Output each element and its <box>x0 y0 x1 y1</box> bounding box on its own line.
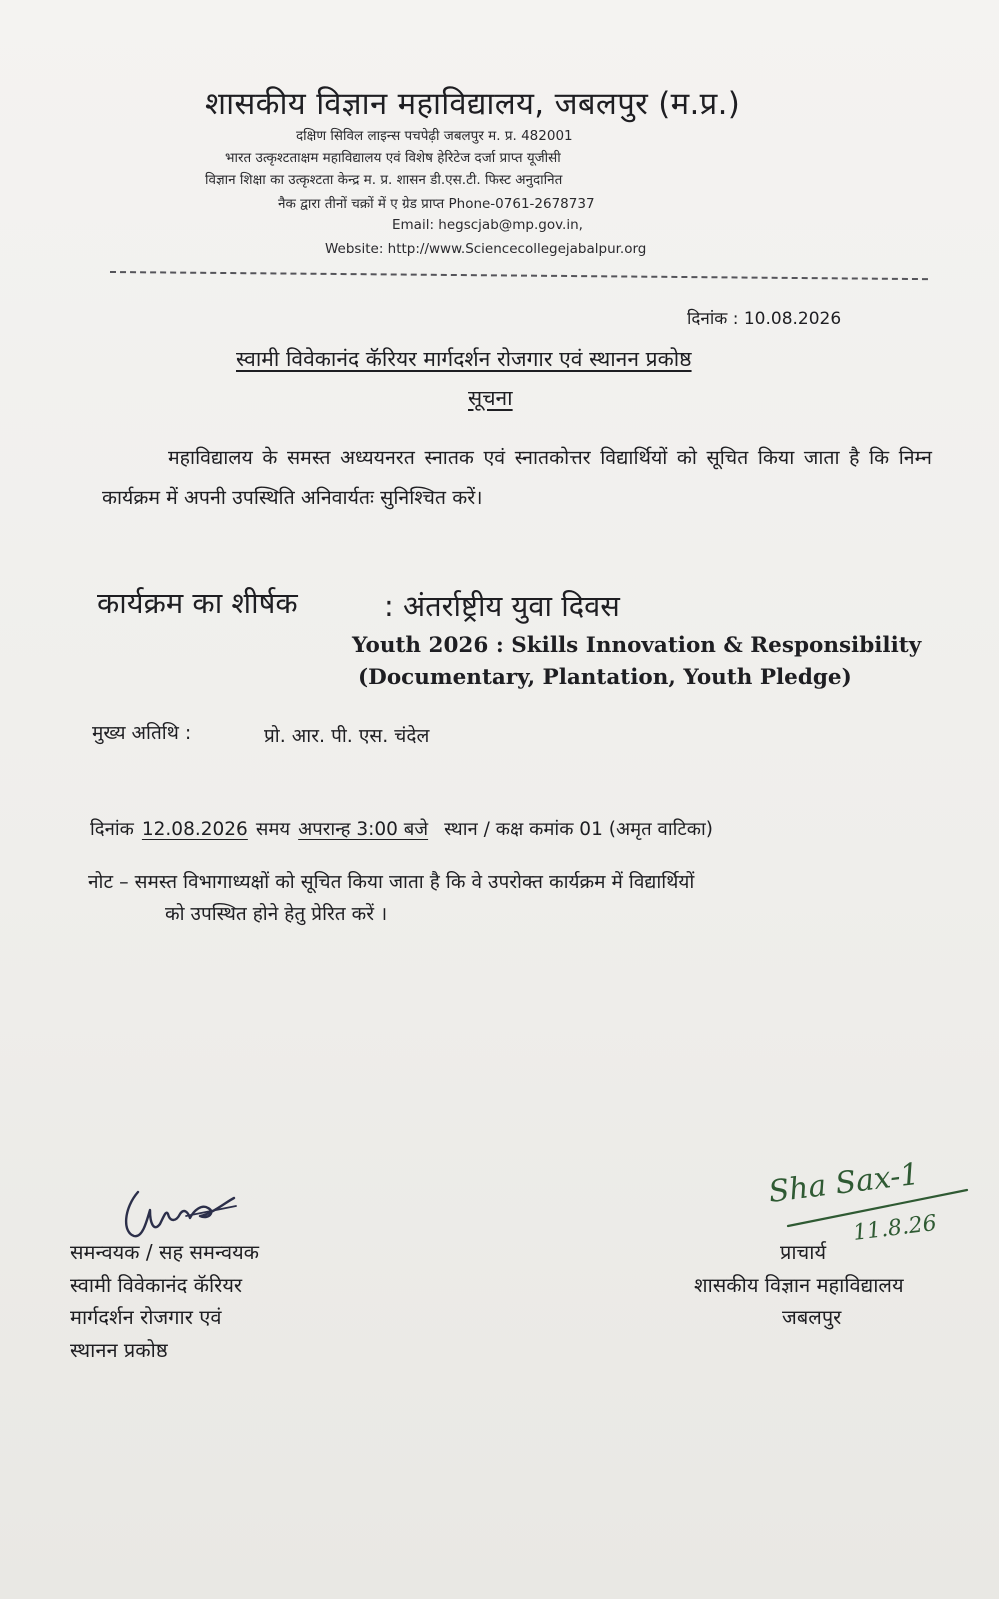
header-divider <box>110 271 928 280</box>
right-signatory-city: जबलपुर <box>782 1305 842 1329</box>
note-line-2: को उपस्थित होने हेतु प्रेरित करें । <box>165 903 388 925</box>
college-name: शासकीय विज्ञान महाविद्यालय, जबलपुर (म.प्र.) <box>205 86 741 122</box>
left-signatory-line-1: समन्वयक / सह समन्वयक <box>70 1240 260 1264</box>
principal-signature <box>762 1150 972 1250</box>
body-paragraph: महाविद्यालय के समस्त अध्ययनरत स्नातक एवं स्नातकोत्तर विद्यार्थियों को सूचित किया जाता है कि निम्न कार्यक्रम में अपनी उपस्थिति अनिवार्यतः सुनिश्चित करें। <box>102 446 932 509</box>
schedule-date: 12.08.2026 <box>141 819 248 840</box>
schedule-time-label: समय <box>255 819 291 840</box>
program-title: : अंतर्राष्ट्रीय युवा दिवस <box>384 589 620 623</box>
email-line: Email: hegscjab@mp.gov.in, <box>392 217 583 233</box>
schedule-line <box>90 816 713 841</box>
schedule-date-label: दिनांक <box>90 819 134 840</box>
notice-heading: सूचना <box>468 386 513 410</box>
principal-signature-date: 11.8.26 <box>851 1210 939 1246</box>
right-signatory-institution: शासकीय विज्ञान महाविद्यालय <box>694 1273 904 1297</box>
right-signatory-title: प्राचार्य <box>780 1240 827 1264</box>
program-activities: (Documentary, Plantation, Youth Pledge) <box>358 665 852 690</box>
chief-guest-label: मुख्य अतिथि : <box>92 722 192 744</box>
chief-guest-name: प्रो. आर. पी. एस. चंदेल <box>264 725 430 747</box>
left-signatory-line-4: स्थानन प्रकोष्ठ <box>70 1338 168 1362</box>
left-signatory-line-3: मार्गदर्शन रोजगार एवं <box>70 1305 222 1329</box>
program-english-title: Youth 2026 : Skills Innovation & Responsibility <box>352 633 922 658</box>
note-line-1: नोट – समस्त विभागाध्यक्षों को सूचित किया जाता है कि वे उपरोक्त कार्यक्रम में विद्यार्थियों <box>88 871 695 893</box>
principal-signature-name: Sha Sax-1 <box>766 1156 922 1210</box>
cell-title: स्वामी विवेकानंद कॅरियर मार्गदर्शन रोजगार एवं स्थानन प्रकोष्ठ <box>236 347 692 371</box>
address-line-3: विज्ञान शिक्षा का उत्कृश्टता केन्द्र म. प्र. शासन डी.एस.टी. फिस्ट अनुदानित <box>205 172 563 188</box>
left-signatory-line-2: स्वामी विवेकानंद कॅरियर <box>70 1273 243 1297</box>
address-line-2: भारत उत्कृश्टताक्षम महाविद्यालय एवं विशेष हेरिटेज दर्जा प्राप्त यूजीसी <box>225 150 561 166</box>
schedule-venue: स्थान / कक्ष कमांक 01 (अमृत वाटिका) <box>444 819 713 840</box>
schedule-time: अपरान्ह 3:00 बजे <box>298 819 429 840</box>
program-label: कार्यक्रम का शीर्षक <box>97 586 298 620</box>
website-line: Website: http://www.Sciencecollegejabalpur.org <box>325 241 647 257</box>
issue-date: दिनांक : 10.08.2026 <box>687 309 842 329</box>
address-line-4: नैक द्वारा तीनों चक्रों में ए ग्रेड प्राप्त Phone-0761-2678737 <box>278 196 595 212</box>
address-line-1: दक्षिण सिविल लाइन्स पचपेढ़ी जबलपुर म. प्र. 482001 <box>296 128 573 144</box>
